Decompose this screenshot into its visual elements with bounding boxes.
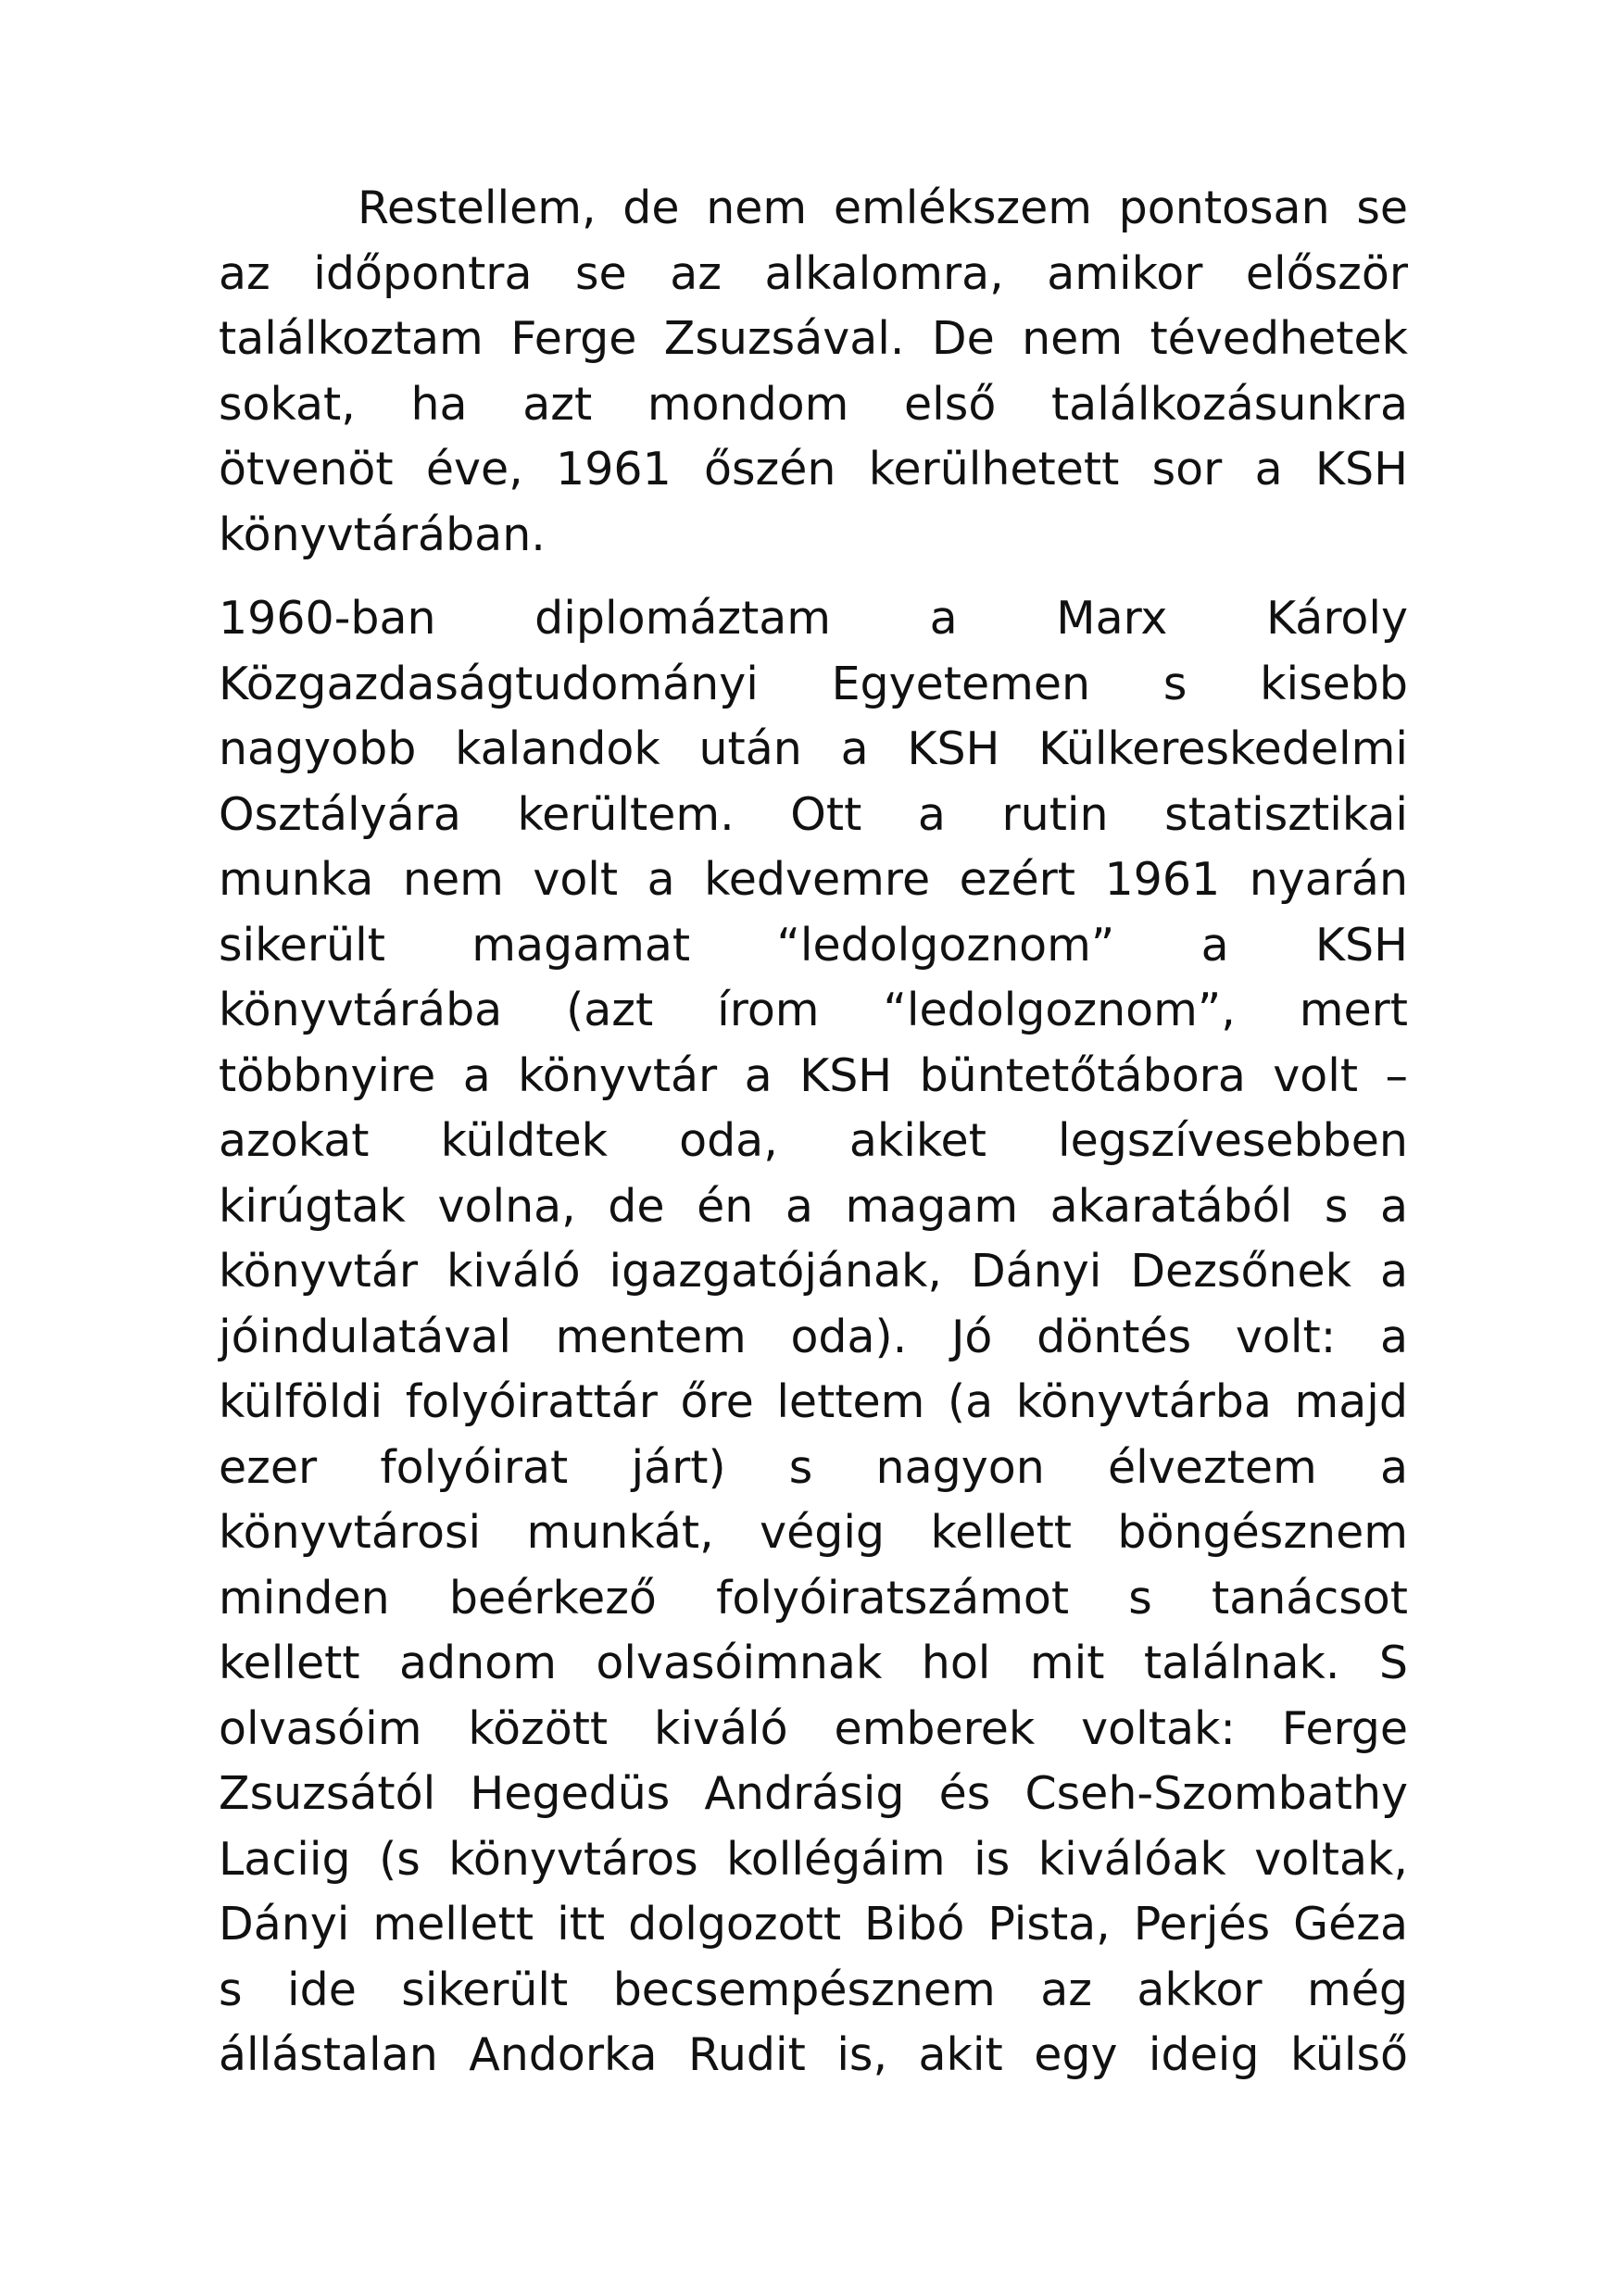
text-line: minden beérkező folyóiratszámot s tanácsot <box>219 1571 1408 1625</box>
paragraph-2 <box>219 586 1408 2089</box>
text-line: külföldi folyóirattár őre lettem (a könyvtárba majd <box>219 1375 1408 1428</box>
paragraph-1 <box>219 176 1408 568</box>
text-line: könyvtárosi munkát, végig kellett böngésznem <box>219 1506 1408 1559</box>
text-line: találkoztam Ferge Zsuzsával. De nem tévedhetek <box>219 312 1408 365</box>
paragraph-spacer <box>219 568 1408 586</box>
text-line: s ide sikerült becsempésznem az akkor még <box>219 1963 1408 2016</box>
text-line: kellett adnom olvasóimnak hol mit találnak. S <box>219 1637 1408 1689</box>
text-line: azokat küldtek oda, akiket legszívesebben <box>219 1114 1408 1167</box>
text-line: jóindulatával mentem oda). Jó döntés volt: a <box>219 1310 1408 1363</box>
text-line: munka nem volt a kedvemre ezért 1961 nyarán <box>219 853 1408 906</box>
text-line: többnyire a könyvtár a KSH büntetőtábora volt – <box>219 1048 1408 1102</box>
text-line: 1960-ban diplomáztam a Marx Károly <box>219 592 1408 645</box>
text-line: sikerült magamat “ledolgoznom” a KSH <box>219 918 1408 972</box>
text-line: könyvtár kiváló igazgatójának, Dányi Dezsőnek a <box>219 1245 1408 1298</box>
text-line: nagyobb kalandok után a KSH Külkereskedelmi <box>219 722 1408 775</box>
body-text <box>219 176 1408 2089</box>
text-line: sokat, ha azt mondom első találkozásunkra <box>219 377 1408 431</box>
text-line: könyvtárában. <box>219 508 546 561</box>
text-line: könyvtárába (azt írom “ledolgoznom”, mert <box>219 984 1408 1036</box>
text-line: Dányi mellett itt dolgozott Bibó Pista, Perjés Géza <box>219 1898 1408 1951</box>
text-line: az időpontra se az alkalomra, amikor először <box>219 246 1408 300</box>
text-line: Restellem, de nem emlékszem pontosan se <box>358 182 1408 234</box>
text-line: kirúgtak volna, de én a magam akaratából s a <box>219 1179 1408 1233</box>
text-line: ezer folyóirat járt) s nagyon élveztem a <box>219 1440 1408 1494</box>
text-line: olvasóim között kiváló emberek voltak: Ferge <box>219 1701 1408 1755</box>
text-line: ötvenöt éve, 1961 őszén kerülhetett sor a KSH <box>219 443 1408 496</box>
text-line: Laciig (s könyvtáros kollégáim is kiválóak voltak, <box>219 1832 1408 1886</box>
text-line: Osztályára kerültem. Ott a rutin statisztikai <box>219 787 1408 841</box>
text-line: Zsuzsától Hegedüs Andrásig és Cseh-Szombathy <box>219 1767 1408 1820</box>
text-line: állástalan Andorka Rudit is, akit egy ideig külső <box>219 2028 1408 2081</box>
text-line: Közgazdaságtudományi Egyetemen s kisebb <box>219 657 1408 710</box>
